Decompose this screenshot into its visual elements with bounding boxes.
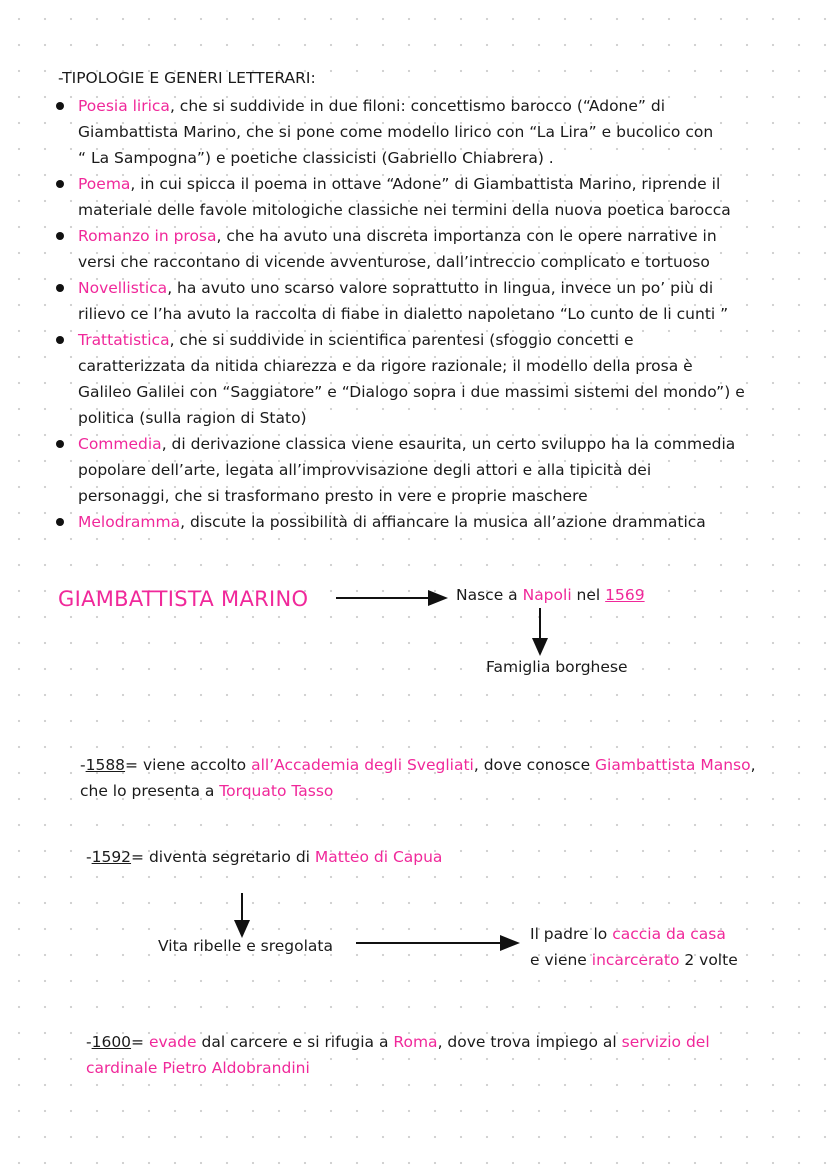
event-1600-line1 xyxy=(86,1032,710,1052)
event-text: e viene xyxy=(530,951,592,969)
genre-text-line: , discute la possibilità di affiancare la musica all’azione drammatica xyxy=(180,513,706,531)
event-highlight: cardinale Pietro Aldobrandini xyxy=(86,1059,310,1077)
genre-text-line: rilievo ce l’ha avuto la raccolta di fiabe in dialetto napoletano “Lo cunto de li cunti ” xyxy=(78,305,729,323)
genre-text-line: popolare dell’arte, legata all’improvvisazione degli attori e alla tipicità dei xyxy=(78,461,652,479)
genre-text-line: caratterizzata da nitida chiarezza e da rigore razionale; il modello della prosa è xyxy=(78,357,693,375)
event-text: , dove trova impiego al xyxy=(437,1033,622,1051)
genre-term: Romanzo in prosa xyxy=(78,227,217,245)
genre-text-line: personaggi, che si trasformano presto in vere e proprie maschere xyxy=(78,487,588,505)
event-text: Il padre lo xyxy=(530,925,613,943)
event-text: dal carcere e si rifugia a xyxy=(196,1033,394,1051)
birth-prefix: Nasce a xyxy=(456,586,523,604)
genre-term: Melodramma xyxy=(78,513,181,531)
event-text: = xyxy=(131,1033,149,1051)
genre-text-line: materiale delle favole mitologiche classiche nei termini della nuova poetica barocca xyxy=(78,201,731,219)
event-dash: - xyxy=(80,756,86,774)
father-note-line1 xyxy=(530,924,726,944)
event-highlight: Torquato Tasso xyxy=(219,782,334,800)
genre-term: Poema xyxy=(78,175,131,193)
genre-text-line: , che ha avuto una discreta importanza con le opere narrative in xyxy=(216,227,717,245)
event-1588-line2 xyxy=(80,781,333,801)
father-note-line2 xyxy=(530,950,738,970)
event-highlight: incarcerato xyxy=(591,951,680,969)
genre-text-line: , ha avuto uno scarso valore soprattutto in lingua, invece un po’ più di xyxy=(167,279,714,297)
event-highlight: all’Accademia degli Svegliati xyxy=(251,756,474,774)
event-dash: - xyxy=(86,848,92,866)
event-text: che lo presenta a xyxy=(80,782,220,800)
event-year: 1592 xyxy=(91,848,132,866)
genre-text-line: Giambattista Marino, che si pone come modello lirico con “La Lira” e bucolico con xyxy=(78,123,714,141)
event-text: = diventa segretario di xyxy=(131,848,315,866)
section-heading: -TIPOLOGIE E GENERI LETTERARI: xyxy=(58,69,316,87)
event-highlight: Matteo di Capua xyxy=(314,848,443,866)
rebel-note: Vita ribelle e sregolata xyxy=(158,937,334,955)
event-highlight: Roma xyxy=(393,1033,438,1051)
birth-mid: nel xyxy=(571,586,606,604)
event-text: 2 volte xyxy=(679,951,738,969)
event-year: 1600 xyxy=(91,1033,132,1051)
genre-text-line: versi che raccontano di vicende avventurose, dall’intreccio complicato e tortuoso xyxy=(78,253,710,271)
genre-text-line: “ La Sampogna”) e poetiche classicisti (Gabriello Chiabrera) . xyxy=(78,149,554,167)
event-highlight: caccia da casa xyxy=(612,925,726,943)
genre-term: Poesia lirica xyxy=(78,97,170,115)
event-dash: - xyxy=(86,1033,92,1051)
event-highlight: evade xyxy=(148,1033,197,1051)
genre-text-line: , che si suddivide in due filoni: concettismo barocco (“Adone” di xyxy=(169,97,666,115)
genre-text-line: politica (sulla ragion di Stato) xyxy=(78,409,307,427)
birth-note xyxy=(456,585,645,605)
genre-text-line: Galileo Galilei con “Saggiatore” e “Dialogo sopra i due massimi sistemi del mondo”) e xyxy=(78,383,745,401)
event-1592 xyxy=(86,847,442,867)
event-text: , xyxy=(750,756,756,774)
event-highlight: servizio del xyxy=(621,1033,710,1051)
event-1600-line2 xyxy=(86,1058,310,1078)
birth-year: 1569 xyxy=(605,586,645,604)
genre-term: Trattatistica xyxy=(78,331,170,349)
genre-text-line: , in cui spicca il poema in ottave “Adone” di Giambattista Marino, riprende il xyxy=(130,175,721,193)
event-1588-line1 xyxy=(80,755,756,775)
event-text: , dove conosce xyxy=(473,756,596,774)
birth-city: Napoli xyxy=(522,586,572,604)
family-note: Famiglia borghese xyxy=(486,658,628,676)
genre-term: Commedia xyxy=(78,435,162,453)
event-text: = viene accolto xyxy=(125,756,252,774)
genre-term: Novellistica xyxy=(78,279,168,297)
genre-text-line: , che si suddivide in scientifica parentesi (sfoggio concetti e xyxy=(169,331,634,349)
marino-title: GIAMBATTISTA MARINO xyxy=(58,587,309,611)
event-highlight: Giambattista Manso xyxy=(595,756,751,774)
genre-text-line: , di derivazione classica viene esaurita, un certo sviluppo ha la commedia xyxy=(161,435,736,453)
event-year: 1588 xyxy=(85,756,126,774)
